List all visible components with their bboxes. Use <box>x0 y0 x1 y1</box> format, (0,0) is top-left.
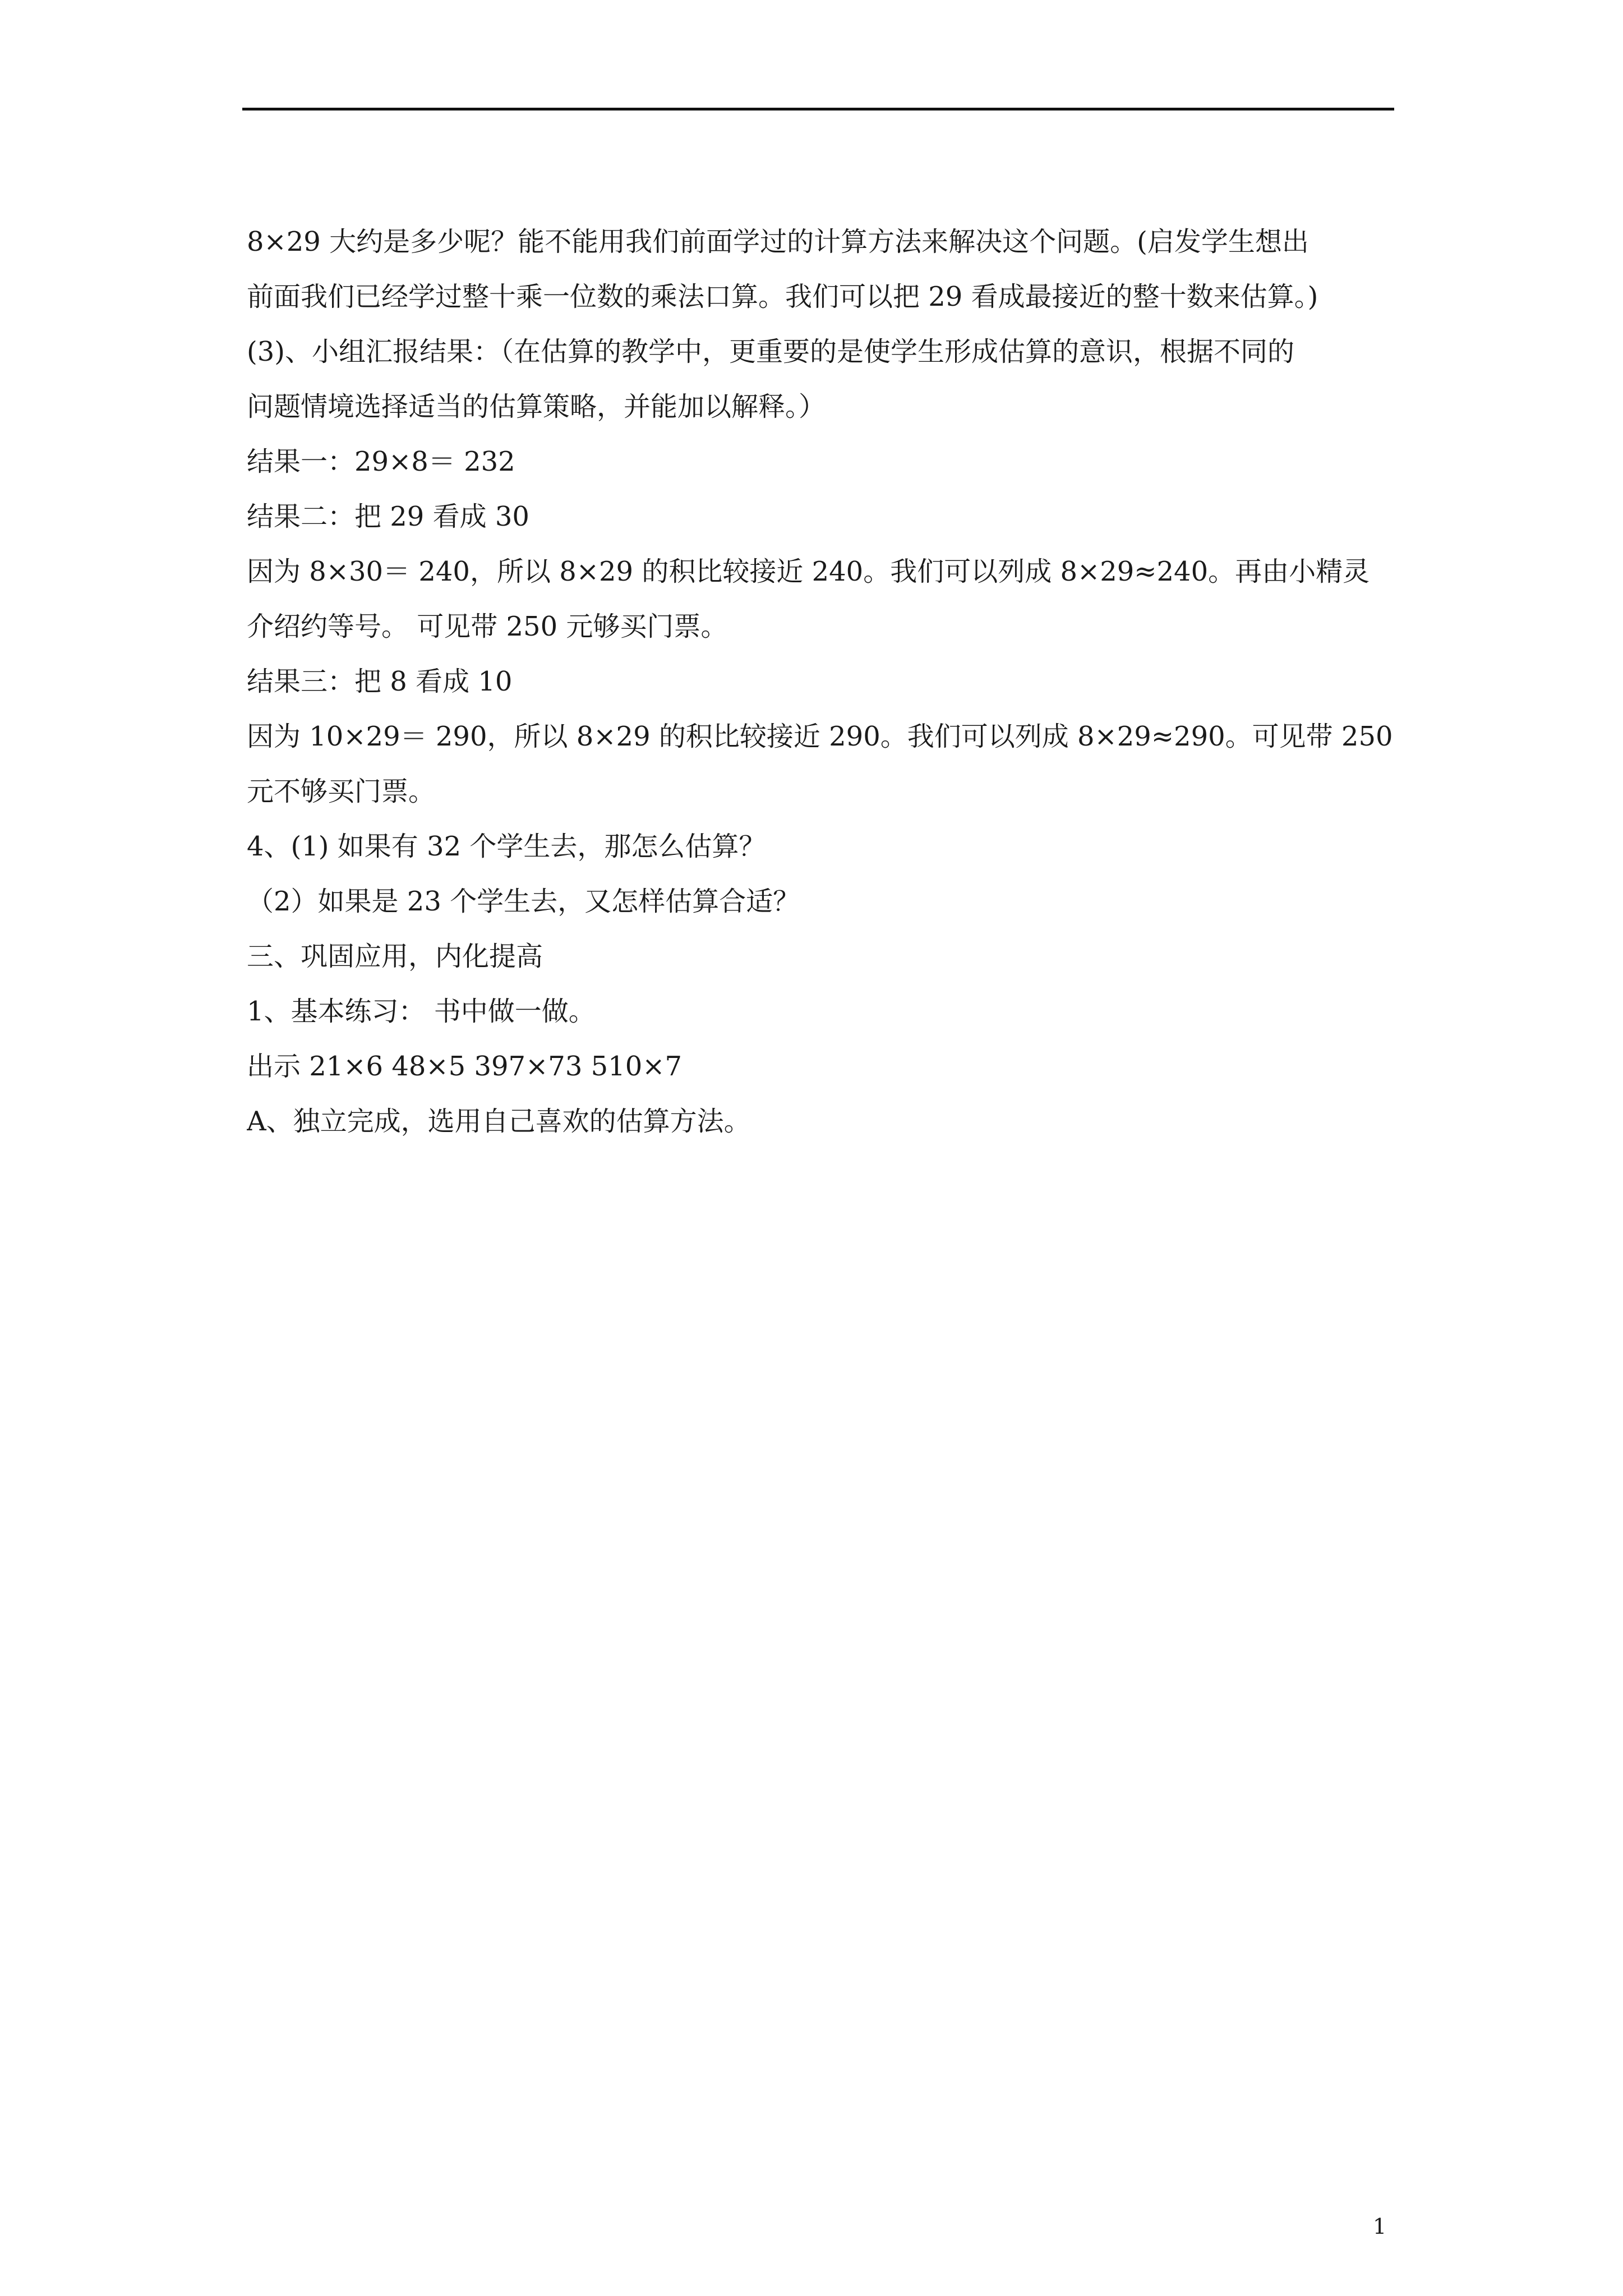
text-line: 1、基本练习： 书中做一做。 <box>247 996 596 1027</box>
text-line: 8×29 大约是多少呢？能不能用我们前面学过的计算方法来解决这个问题。(启发学生想出 <box>247 226 1309 257</box>
text-line: 元不够买门票。 <box>247 776 436 807</box>
text-line: 介绍约等号。 可见带 250 元够买门票。 <box>247 611 728 642</box>
text-line: 4、(1) 如果有 32 个学生去，那怎么估算？ <box>247 831 766 862</box>
exercise-line: 出示 21×6 48×5 397×73 510×7 <box>247 1051 682 1082</box>
text-line: 结果二：把 29 看成 30 <box>247 501 529 532</box>
document-body <box>247 214 1402 1149</box>
text-line: 结果三：把 8 看成 10 <box>247 666 513 697</box>
text-line: A、独立完成，选用自己喜欢的估算方法。 <box>247 1106 751 1137</box>
text-line: 因为 10×29＝ 290，所以 8×29 的积比较接近 290。我们可以列成 8×29≈290。可见带 250 <box>247 721 1393 752</box>
text-line: 前面我们已经学过整十乘一位数的乘法口算。我们可以把 29 看成最接近的整十数来估算。) <box>247 281 1318 312</box>
page-number: 1 <box>1373 2214 1387 2239</box>
section-heading: 三、巩固应用，内化提高 <box>247 941 543 972</box>
text-line: 因为 8×30＝ 240，所以 8×29 的积比较接近 240。我们可以列成 8×29≈240。再由小精灵 <box>247 556 1370 587</box>
text-line: 结果一：29×8＝ 232 <box>247 446 515 477</box>
text-line: （2）如果是 23 个学生去，又怎样估算合适？ <box>247 886 800 917</box>
header-rule <box>242 108 1394 111</box>
text-line: 问题情境选择适当的估算策略，并能加以解释。） <box>247 391 826 422</box>
text-line: (3)、小组汇报结果：（在估算的教学中，更重要的是使学生形成估算的意识，根据不同的 <box>247 336 1294 367</box>
